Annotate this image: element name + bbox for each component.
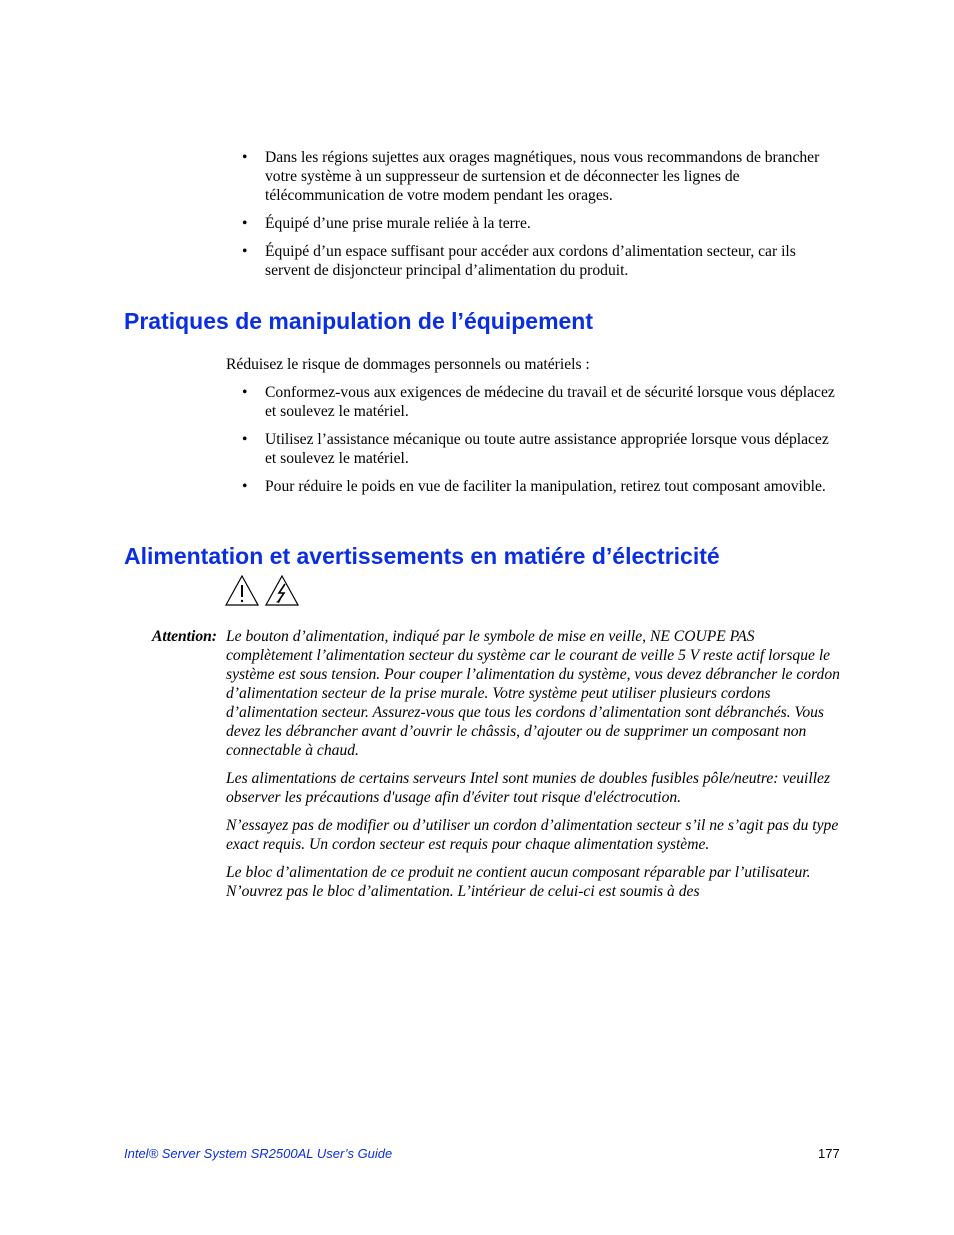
bullet-icon: • [242,149,248,166]
list-item [242,148,842,205]
list-item [242,430,842,468]
list-item-text: Utilisez l’assistance mécanique ou toute autre assistance appropriée lorsque vous déplacez et soulevez le matériel. [265,431,829,467]
attention-label: Attention: [152,628,217,645]
attention-paragraph: N’essayez pas de modifier ou d’utiliser un cordon d’alimentation secteur s’il ne s’agit pas du type exact requis. Un cordon secteur est requis pour chaque alimentation système. [226,817,839,853]
page-number: 177 [818,1146,840,1161]
list-item-text: Pour réduire le poids en vue de faciliter la manipulation, retirez tout composant amovible. [265,478,826,495]
list-item [242,214,842,233]
attention-paragraph: Le bloc d’alimentation de ce produit ne contient aucun composant réparable par l’utilisateur. N’ouvrez pas le bloc d’alimentation. L’intérieur de celui-ci est soumis à des [226,864,811,900]
list-item [242,242,842,280]
bullet-icon: • [242,384,248,401]
section-intro: Réduisez le risque de dommages personnels ou matériels : [226,356,590,373]
attention-paragraph: Les alimentations de certains serveurs Intel sont munies de doubles fusibles pôle/neutre: veuillez observer les précautions d'usage afin d'éviter tout risque d'eléctrocution. [226,770,831,806]
list-item [242,383,842,421]
bullet-icon: • [242,215,248,232]
list-item-text: Équipé d’une prise murale reliée à la terre. [265,215,531,232]
section-heading-handling: Pratiques de manipulation de l’équipement [124,308,594,334]
warning-triangle-icon [226,576,258,605]
list-item-text: Équipé d’un espace suffisant pour accéder aux cordons d’alimentation secteur, car ils servent de disjoncteur principal d’alimentation du produit. [265,243,796,279]
list-item [242,477,842,496]
bullet-icon: • [242,431,248,448]
electrical-hazard-icon [266,576,298,605]
attention-paragraph: Le bouton d’alimentation, indiqué par le symbole de mise en veille, NE COUPE PAS complètement l’alimentation secteur du système car le courant de veille 5 V reste actif lorsque le système est sous tension. Pour couper l’alimentation du système, vous devez débrancher le cordon d’alimentation secteur de la prise murale. Votre système peut utiliser plusieurs cordons d’alimentation secteur. Assurez-vous que tous les cordons d’alimentation sont débranchés. Vous devez les débrancher avant d’ouvrir le châssis, d’ajouter ou de supprimer un composant non connectable à chaud. [226,628,840,759]
attention-text [226,627,842,910]
top-bullet-list [242,148,842,289]
bullet-icon: • [242,478,248,495]
footer-title: Intel® Server System SR2500AL User’s Guide [124,1146,393,1161]
handling-bullet-list [242,383,842,505]
list-item-text: Conformez-vous aux exigences de médecine du travail et de sécurité lorsque vous déplacez et soulevez le matériel. [265,384,835,420]
list-item-text: Dans les régions sujettes aux orages magnétiques, nous vous recommandons de brancher votre système à un suppresseur de surtension et de déconnecter les lignes de télécommunication de votre modem pendant les orages. [265,149,820,204]
section-heading-power: Alimentation et avertissements en matiére d’électricité [124,543,720,569]
bullet-icon: • [242,243,248,260]
hazard-icons [225,574,301,608]
